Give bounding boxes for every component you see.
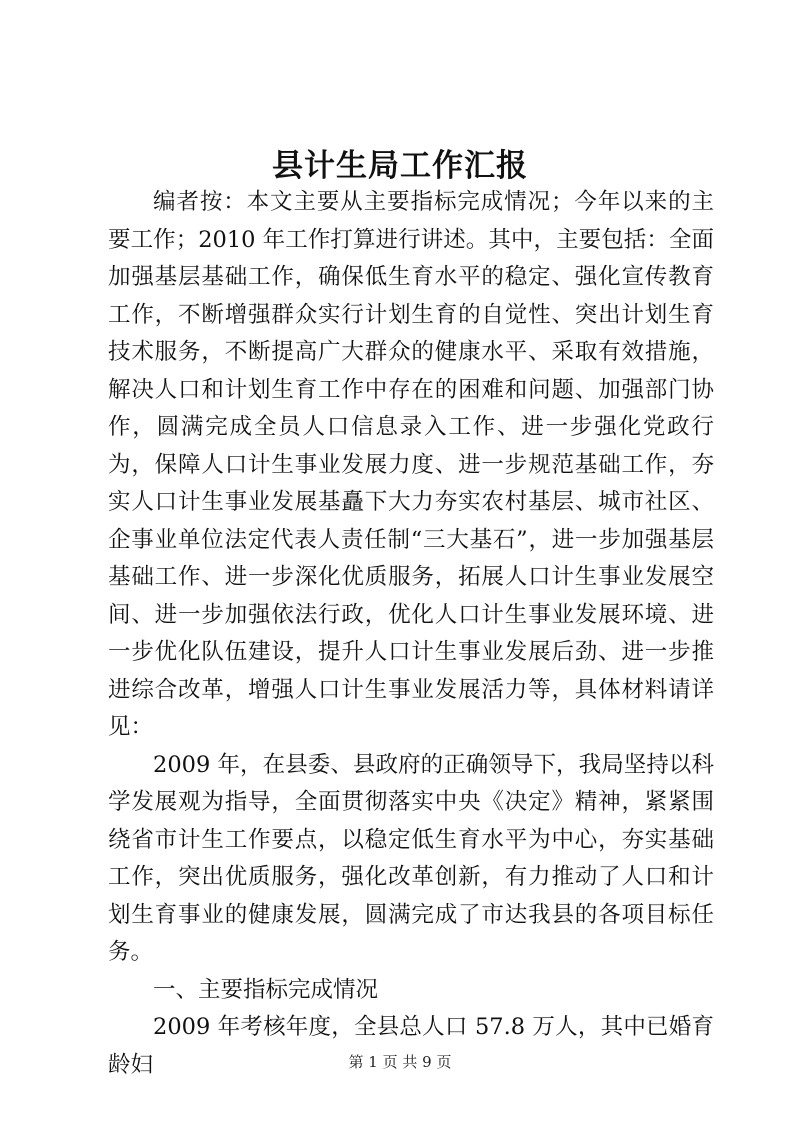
population-paragraph: 2009 年考核年度，全县总人口 57.8 万人，其中已婚育龄妇	[108, 1014, 714, 1078]
page-title: 县计生局工作汇报	[272, 148, 528, 184]
intro-paragraph: 2009 年，在县委、县政府的正确领导下，我局坚持以科学发展观为指导，全面贯彻落实中央《决定》精神，紧紧围绕省市计生工作要点，以稳定低生育水平为中心，夯实基础工作，突出优质服务，强化改革创新，有力推动了人口和计划生育事业的健康发展，圆满完成了市达我县的各项目标任务。	[108, 751, 714, 965]
editor-note-paragraph: 编者按：本文主要从主要指标完成情况；今年以来的主要工作；2010 年工作打算进行讲述。其中，主要包括：全面加强基层基础工作，确保低生育水平的稳定、强化宣传教育工作，不断增强群众实行计划生育的自觉性、突出计划生育技术服务，不断提高广大群众的健康水平、采取有效措施，解决人口和计划生育工作中存在的困难和问题、加强部门协作，圆满完成全员人口信息录入工作、进一步强化党政行为，保障人口计生事业发展力度、进一步规范基础工作，夯实人口计生事业发展基矗下大力夯实农村基层、城市社区、企事业单位法定代表人责任制“三大基石”，进一步加强基层基础工作、进一步深化优质服务，拓展人口计生事业发展空间、进一步加强依法行政，优化人口计生事业发展环境、进一步优化队伍建设，提升人口计生事业发展后劲、进一步推进综合改革，增强人口计生事业发展活力等，具体材料请详见：	[108, 189, 714, 740]
section-heading: 一、主要指标完成情况	[153, 976, 379, 1003]
page-number-footer: 第 1 页 共 9 页	[348, 1053, 452, 1071]
document-body	[108, 184, 714, 1084]
